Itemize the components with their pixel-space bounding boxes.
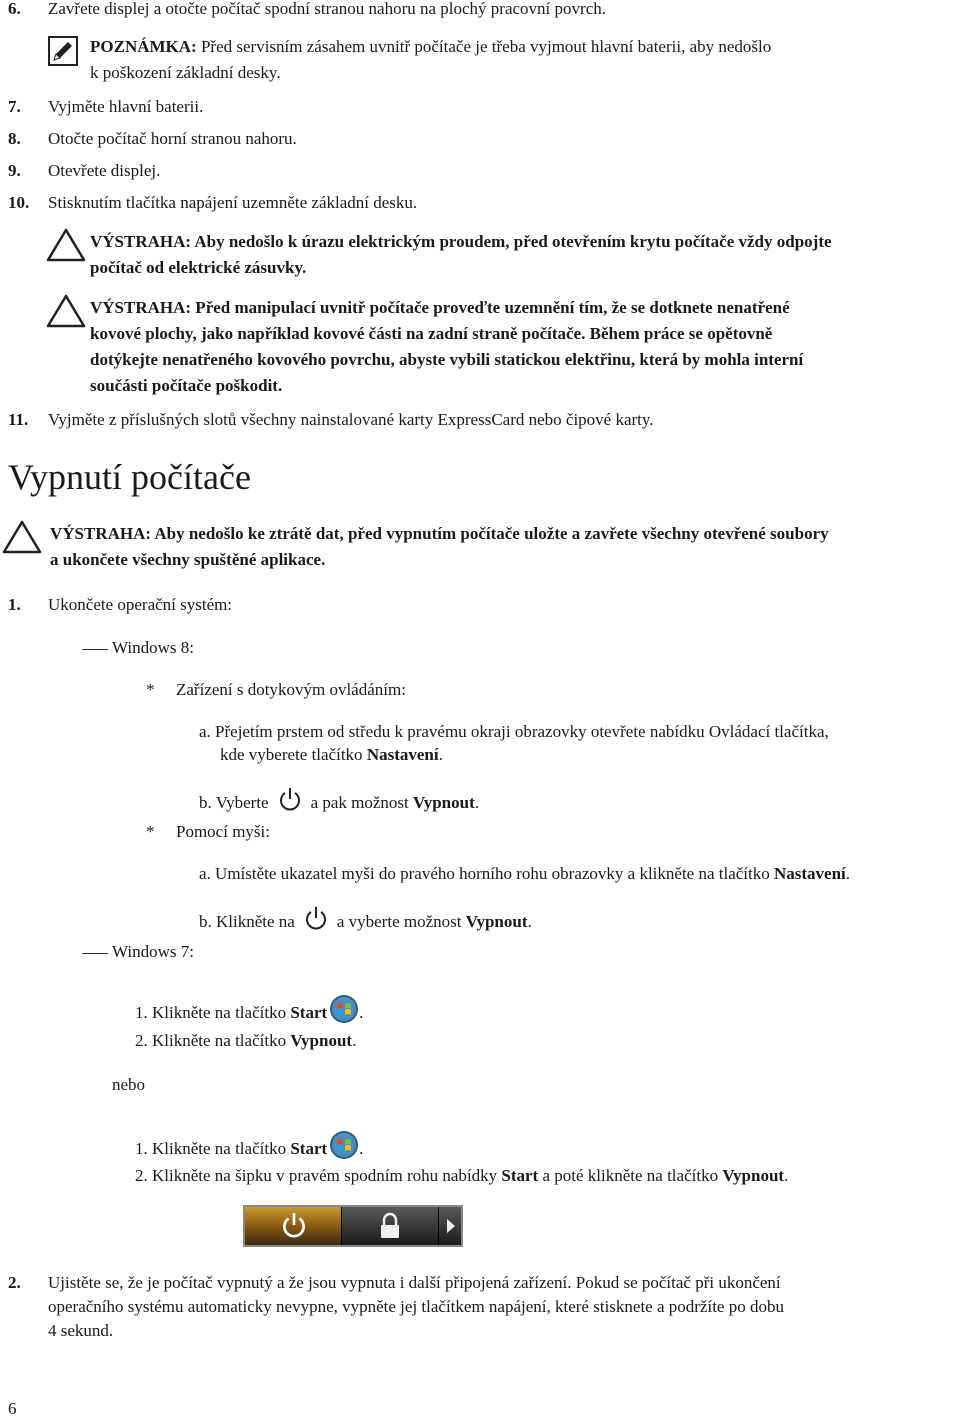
- step-number: 2.: [8, 1273, 21, 1292]
- step-text: Zavřete displej a otočte počítač spodní stranou nahoru na plochý pracovní povrch.: [48, 0, 606, 18]
- mouse-label: Pomocí myši:: [176, 822, 270, 841]
- step-text: Ukončete operační systém:: [48, 595, 233, 614]
- windows-start-icon: [329, 994, 359, 1024]
- step-text: Stisknutím tlačítka napájení uzemněte základní desku.: [48, 193, 418, 212]
- warning-2-line-3: dotýkejte nenatřeného kovového povrchu, abyste vybili statickou elektřinu, která by mohla interní: [90, 350, 804, 369]
- shutdown-button-bar: [243, 1205, 463, 1247]
- warning-1-line-1: VÝSTRAHA: Aby nedošlo k úrazu elektrickým proudem, před otevřením krytu počítače vždy odpojte: [90, 232, 832, 251]
- mouse-step-b: b. Klikněte na a vyberte možnost Vypnout.: [199, 905, 532, 934]
- windows-start-icon: [329, 1130, 359, 1160]
- power-icon: [277, 786, 303, 814]
- lock-icon: [375, 1211, 405, 1241]
- warning-1-line-2: počítač od elektrické zásuvky.: [90, 258, 307, 277]
- win7-alt-step-1: 1. Klikněte na tlačítko Start .: [135, 1130, 363, 1161]
- step-2-line-3: 4 sekund.: [48, 1321, 114, 1340]
- win7-alt-step-2: 2. Klikněte na šipku v pravém spodním rohu nabídky Start a poté klikněte na tlačítko Vypnout.: [135, 1166, 789, 1185]
- touch-step-b: b. Vyberte a pak možnost Vypnout.: [199, 786, 479, 815]
- step-number: 11.: [8, 410, 29, 429]
- warning-triangle-icon: [46, 294, 86, 328]
- note-pencil-icon: [48, 36, 78, 66]
- step-number: 6.: [8, 0, 21, 18]
- touch-step-a-line-1: a. Přejetím prstem od středu k pravému okraji obrazovky otevřete nabídku Ovládací tlačítka,: [199, 722, 829, 741]
- warning-2-line-2: kovové plochy, jako například kovové části na zadní straně počítače. Během práce se opětovně: [90, 324, 773, 343]
- step-text: Vyjměte z příslušných slotů všechny nainstalované karty ExpressCard nebo čipové karty.: [48, 410, 654, 429]
- or-label: nebo: [112, 1075, 146, 1094]
- step-text: Otevřete displej.: [48, 161, 161, 180]
- step-text: Vyjměte hlavní baterii.: [48, 97, 204, 116]
- section-heading: Vypnutí počítače: [8, 457, 251, 497]
- step-number: 7.: [8, 97, 21, 116]
- step-number: 1.: [8, 595, 21, 614]
- mouse-step-a: a. Umístěte ukazatel myši do pravého horního rohu obrazovky a klikněte na tlačítko Nastavení.: [199, 864, 851, 883]
- warning-triangle-icon: [2, 520, 42, 554]
- note-label: POZNÁMKA:: [90, 37, 197, 56]
- shutdown-power-icon: [279, 1211, 309, 1241]
- arrow-right-icon: [444, 1216, 458, 1236]
- asterisk-bullet: *: [146, 822, 155, 841]
- page-number: 6: [8, 1399, 17, 1418]
- warning-3-line-1: VÝSTRAHA: Aby nedošlo ke ztrátě dat, před vypnutím počítače uložte a zavřete všechny otevřené soubory: [50, 524, 829, 543]
- warning-2-line-1: VÝSTRAHA: Před manipulací uvnitř počítače proveďte uzemnění tím, že se dotknete nenatřené: [90, 298, 790, 317]
- warning-3-line-2: a ukončete všechny spuštěné aplikace.: [50, 550, 326, 569]
- step-2-line-2: operačního systému automaticky nevypne, vypněte jej tlačítkem napájení, které stisknete a podržíte po dobu: [48, 1297, 784, 1316]
- note-line-2: k poškození základní desky.: [90, 63, 281, 82]
- step-number: 8.: [8, 129, 21, 148]
- power-icon: [303, 905, 329, 933]
- windows-8-label: Windows 8:: [112, 638, 194, 657]
- warning-triangle-icon: [46, 228, 86, 262]
- dash-bullet: [82, 649, 108, 650]
- touch-label: Zařízení s dotykovým ovládáním:: [176, 680, 406, 699]
- warning-2-line-4: součásti počítače poškodit.: [90, 376, 283, 395]
- step-number: 9.: [8, 161, 21, 180]
- dash-bullet: [82, 953, 108, 954]
- win7-step-2: 2. Klikněte na tlačítko Vypnout.: [135, 1031, 357, 1050]
- win7-step-1: 1. Klikněte na tlačítko Start .: [135, 994, 363, 1025]
- note-line-1: [90, 35, 771, 59]
- touch-step-a-line-2: kde vyberete tlačítko Nastavení.: [220, 745, 443, 764]
- step-text: Otočte počítač horní stranou nahoru.: [48, 129, 297, 148]
- asterisk-bullet: *: [146, 680, 155, 699]
- windows-7-label: Windows 7:: [112, 942, 194, 961]
- step-2-line-1: Ujistěte se, že je počítač vypnutý a že jsou vypnuta i další připojená zařízení. Pokud se počítač při ukončení: [48, 1273, 781, 1292]
- note-text: Před servisním zásahem uvnitř počítače je třeba vyjmout hlavní baterii, aby nedošlo: [200, 37, 772, 56]
- step-number: 10.: [8, 193, 30, 212]
- shutdown-bar-graphic: [245, 1207, 461, 1245]
